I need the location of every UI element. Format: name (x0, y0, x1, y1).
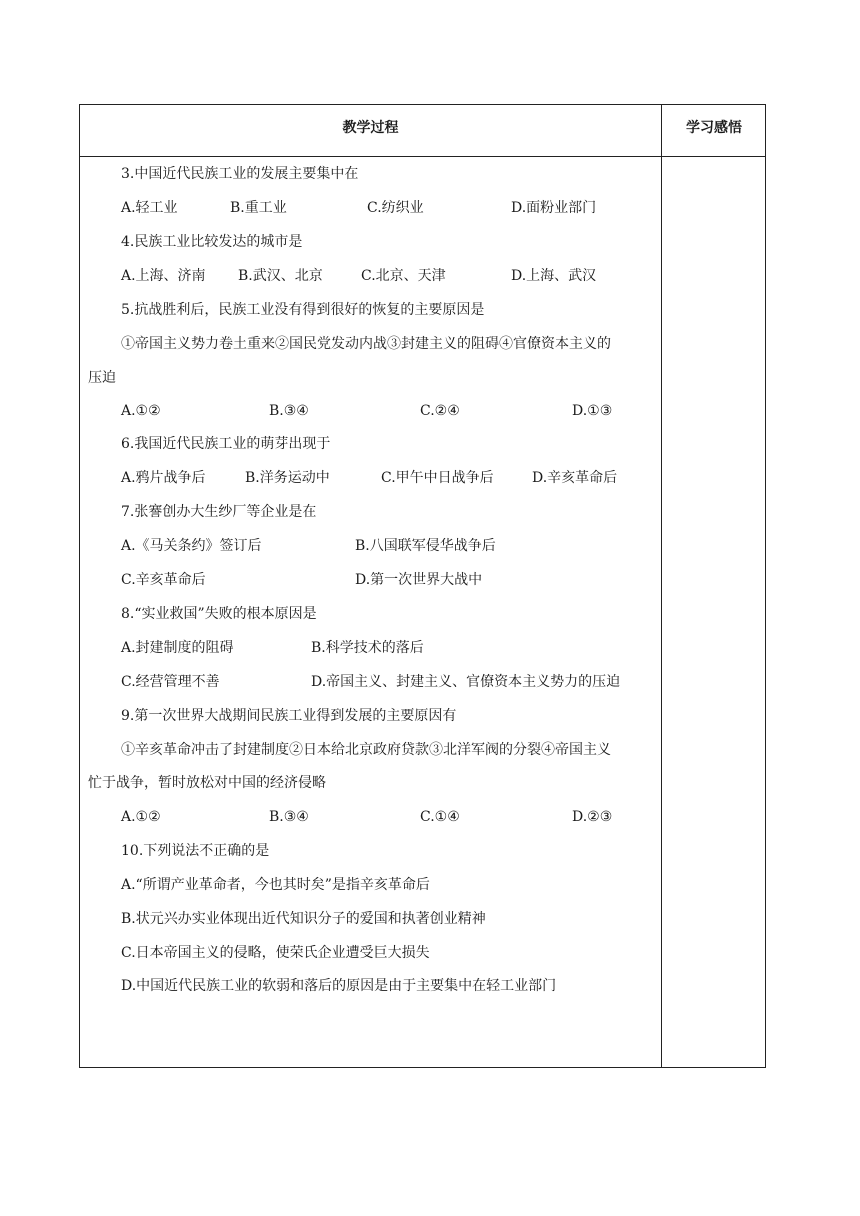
q4-option-c: C.北京、天津 (361, 268, 446, 284)
q7-option-c: C.辛亥革命后 (121, 572, 206, 588)
q9-option-b: B.③④ (269, 809, 309, 825)
q3-option-d: D.面粉业部门 (511, 200, 597, 216)
q9-option-c: C.①④ (420, 809, 460, 825)
q8-option-b: B.科学技术的落后 (311, 640, 424, 656)
q5-option-c: C.②④ (420, 403, 460, 419)
q3-option-a: A.轻工业 (121, 200, 178, 216)
q9-items-line2: 忙于战争，暂时放松对中国的经济侵略 (88, 775, 326, 791)
q5-option-d: D.①③ (572, 403, 613, 419)
q7-stem: 7.张謇创办大生纱厂等企业是在 (121, 504, 317, 520)
q7-option-d: D.第一次世界大战中 (355, 572, 483, 588)
q3-option-b: B.重工业 (230, 200, 287, 216)
q6-option-b: B.洋务运动中 (245, 470, 330, 486)
q6-stem: 6.我国近代民族工业的萌芽出现于 (121, 436, 331, 452)
q9-option-a: A.①② (121, 809, 161, 825)
q4-option-d: D.上海、武汉 (511, 268, 597, 284)
q5-items-line1: ①帝国主义势力卷土重来②国民党发动内战③封建主义的阻碍④官僚资本主义的 (121, 336, 611, 352)
q7-option-a: A.《马关条约》签订后 (121, 538, 262, 554)
header-study-reflection: 学习感悟 (686, 120, 742, 136)
q8-stem: 8.“实业救国”失败的根本原因是 (121, 606, 317, 622)
q3-option-c: C.纺织业 (367, 200, 424, 216)
column-divider (661, 105, 662, 1067)
q9-items-line1: ①辛亥革命冲击了封建制度②日本给北京政府贷款③北洋军阀的分裂④帝国主义 (121, 742, 611, 758)
q10-option-a: A.“所谓产业革命者，今也其时矣”是指辛亥革命后 (121, 877, 430, 893)
q5-stem: 5.抗战胜利后，民族工业没有得到很好的恢复的主要原因是 (121, 302, 485, 318)
q5-option-a: A.①② (121, 403, 161, 419)
q10-option-d: D.中国近代民族工业的软弱和落后的原因是由于主要集中在轻工业部门 (121, 978, 557, 994)
q6-option-c: C.甲午中日战争后 (381, 470, 494, 486)
q8-option-c: C.经营管理不善 (121, 674, 220, 690)
q4-option-a: A.上海、济南 (121, 268, 206, 284)
q5-items-line2: 压迫 (88, 370, 116, 386)
q9-option-d: D.②③ (572, 809, 613, 825)
q8-option-a: A.封建制度的阻碍 (121, 640, 234, 656)
q10-option-b: B.状元兴办实业体现出近代知识分子的爱国和执著创业精神 (121, 911, 486, 927)
header-teaching-process: 教学过程 (342, 120, 399, 136)
q6-option-d: D.辛亥革命后 (532, 470, 618, 486)
q8-option-d: D.帝国主义、封建主义、官僚资本主义势力的压迫 (311, 674, 621, 690)
q7-option-b: B.八国联军侵华战争后 (355, 538, 496, 554)
q6-option-a: A.鸦片战争后 (121, 470, 206, 486)
q5-option-b: B.③④ (269, 403, 309, 419)
q9-stem: 9.第一次世界大战期间民族工业得到发展的主要原因有 (121, 708, 457, 724)
q10-stem: 10.下列说法不正确的是 (121, 843, 270, 859)
q4-stem: 4.民族工业比较发达的城市是 (121, 234, 303, 250)
q10-option-c: C.日本帝国主义的侵略，使荣氏企业遭受巨大损失 (121, 945, 430, 961)
q4-option-b: B.武汉、北京 (238, 268, 323, 284)
q3-stem: 3.中国近代民族工业的发展主要集中在 (121, 166, 359, 182)
